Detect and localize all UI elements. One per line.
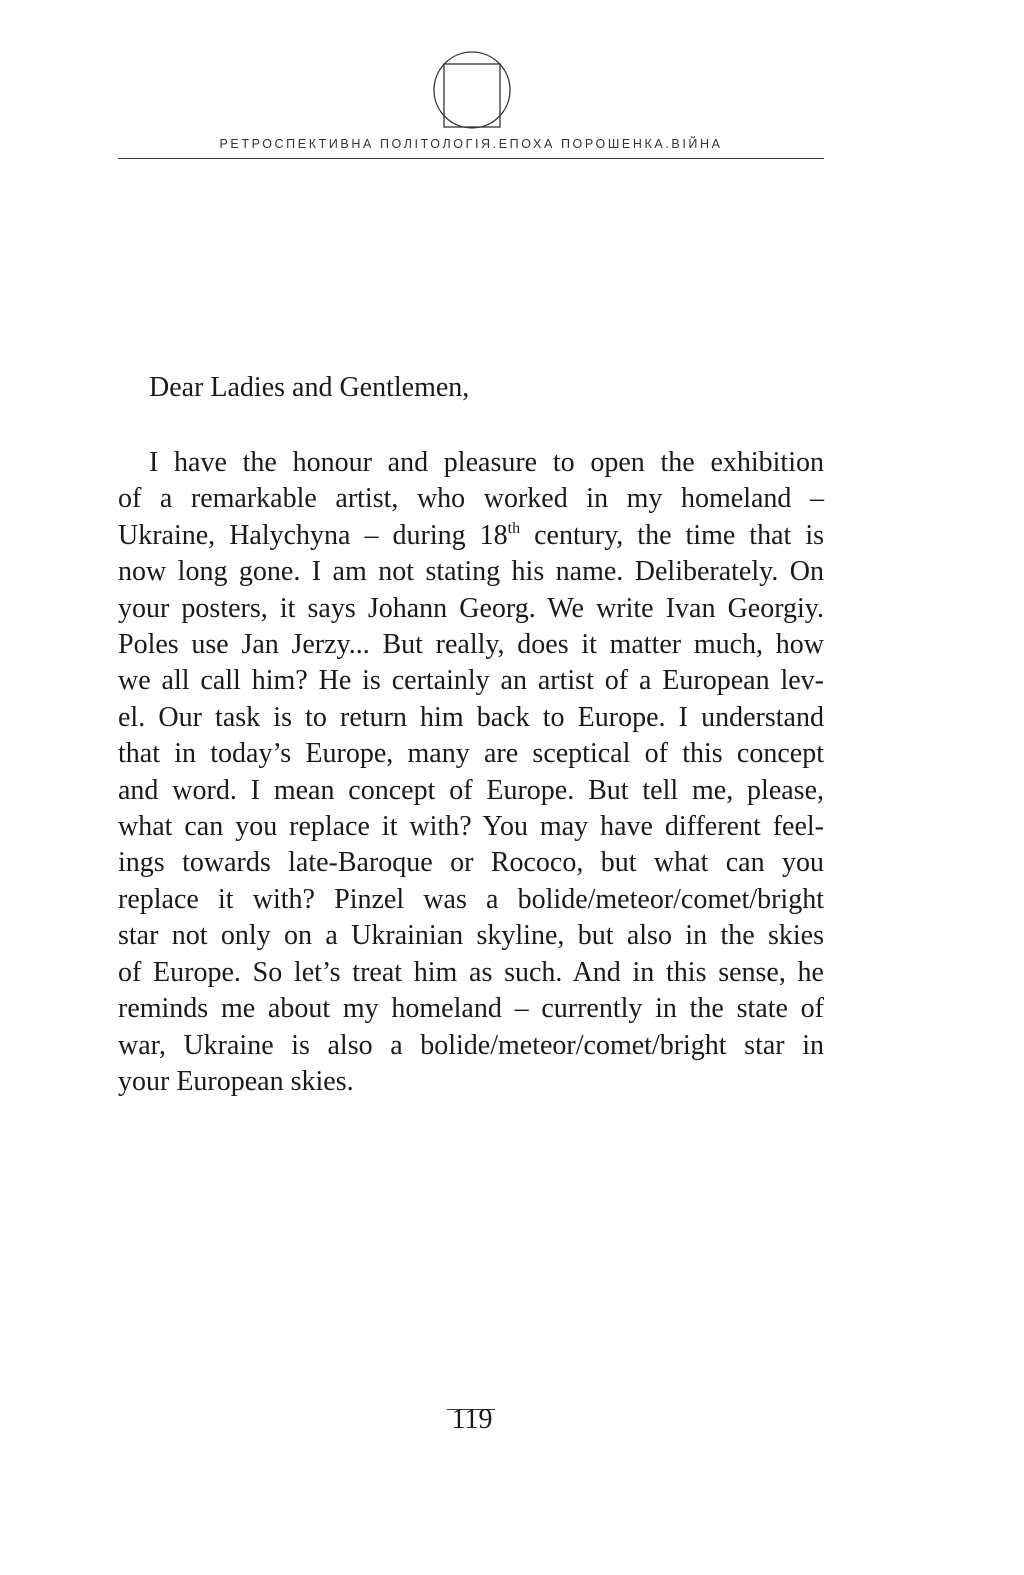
ordinal-superscript: th [507, 519, 521, 537]
paragraph-line-head: Ukraine, Halychyna – during 18 [118, 519, 508, 551]
running-header-title: РЕТРОСПЕКТИВНА ПОЛІТОЛОГІЯ.ЕПОХА ПОРОШЕНКА.ВІЙНА [219, 137, 723, 151]
header-divider [118, 158, 824, 159]
paragraph-line-tail: century, the time that is [520, 519, 824, 551]
paragraph-line: what can you replace it with? You may have different feel- [118, 811, 824, 843]
paragraph-line: I have the honour and pleasure to open the exhibition [149, 447, 824, 478]
circle-square-emblem-icon [432, 50, 512, 130]
paragraph-line: Poles use Jan Jerzy... But really, does it matter much, how [118, 629, 824, 661]
paragraph-line: that in today’s Europe, many are sceptical of this concept [118, 738, 824, 770]
paragraph-line-with-superscript [118, 518, 824, 554]
body-paragraph [118, 445, 824, 1100]
salutation: Dear Ladies and Gentlemen, [149, 372, 470, 403]
paragraph-line: el. Our task is to return him back to Europe. I understand [118, 701, 824, 733]
page-number: 119 [451, 1404, 493, 1435]
paragraph-line: your posters, it says Johann Georg. We write Ivan Georgiy. [118, 592, 824, 624]
paragraph-line: star not only on a Ukrainian skyline, but also in the skies [118, 920, 824, 952]
paragraph-line: of a remarkable artist, who worked in my homeland – [118, 483, 824, 515]
paragraph-line: we all call him? He is certainly an artist of a European lev- [118, 665, 824, 697]
paragraph-line: reminds me about my homeland – currently in the state of [118, 993, 824, 1025]
paragraph-line: now long gone. I am not stating his name. Deliberately. On [118, 556, 824, 588]
paragraph-line: your European skies. [118, 1065, 354, 1097]
paragraph-line: replace it with? Pinzel was a bolide/meteor/comet/bright [118, 883, 824, 915]
paragraph-line: war, Ukraine is also a bolide/meteor/comet/bright star in [118, 1029, 824, 1061]
paragraph-line: ings towards late-Baroque or Rococo, but what can you [118, 847, 824, 879]
paragraph-line: of Europe. So let’s treat him as such. And in this sense, he [118, 956, 824, 988]
paragraph-line: and word. I mean concept of Europe. But tell me, please, [118, 774, 824, 806]
